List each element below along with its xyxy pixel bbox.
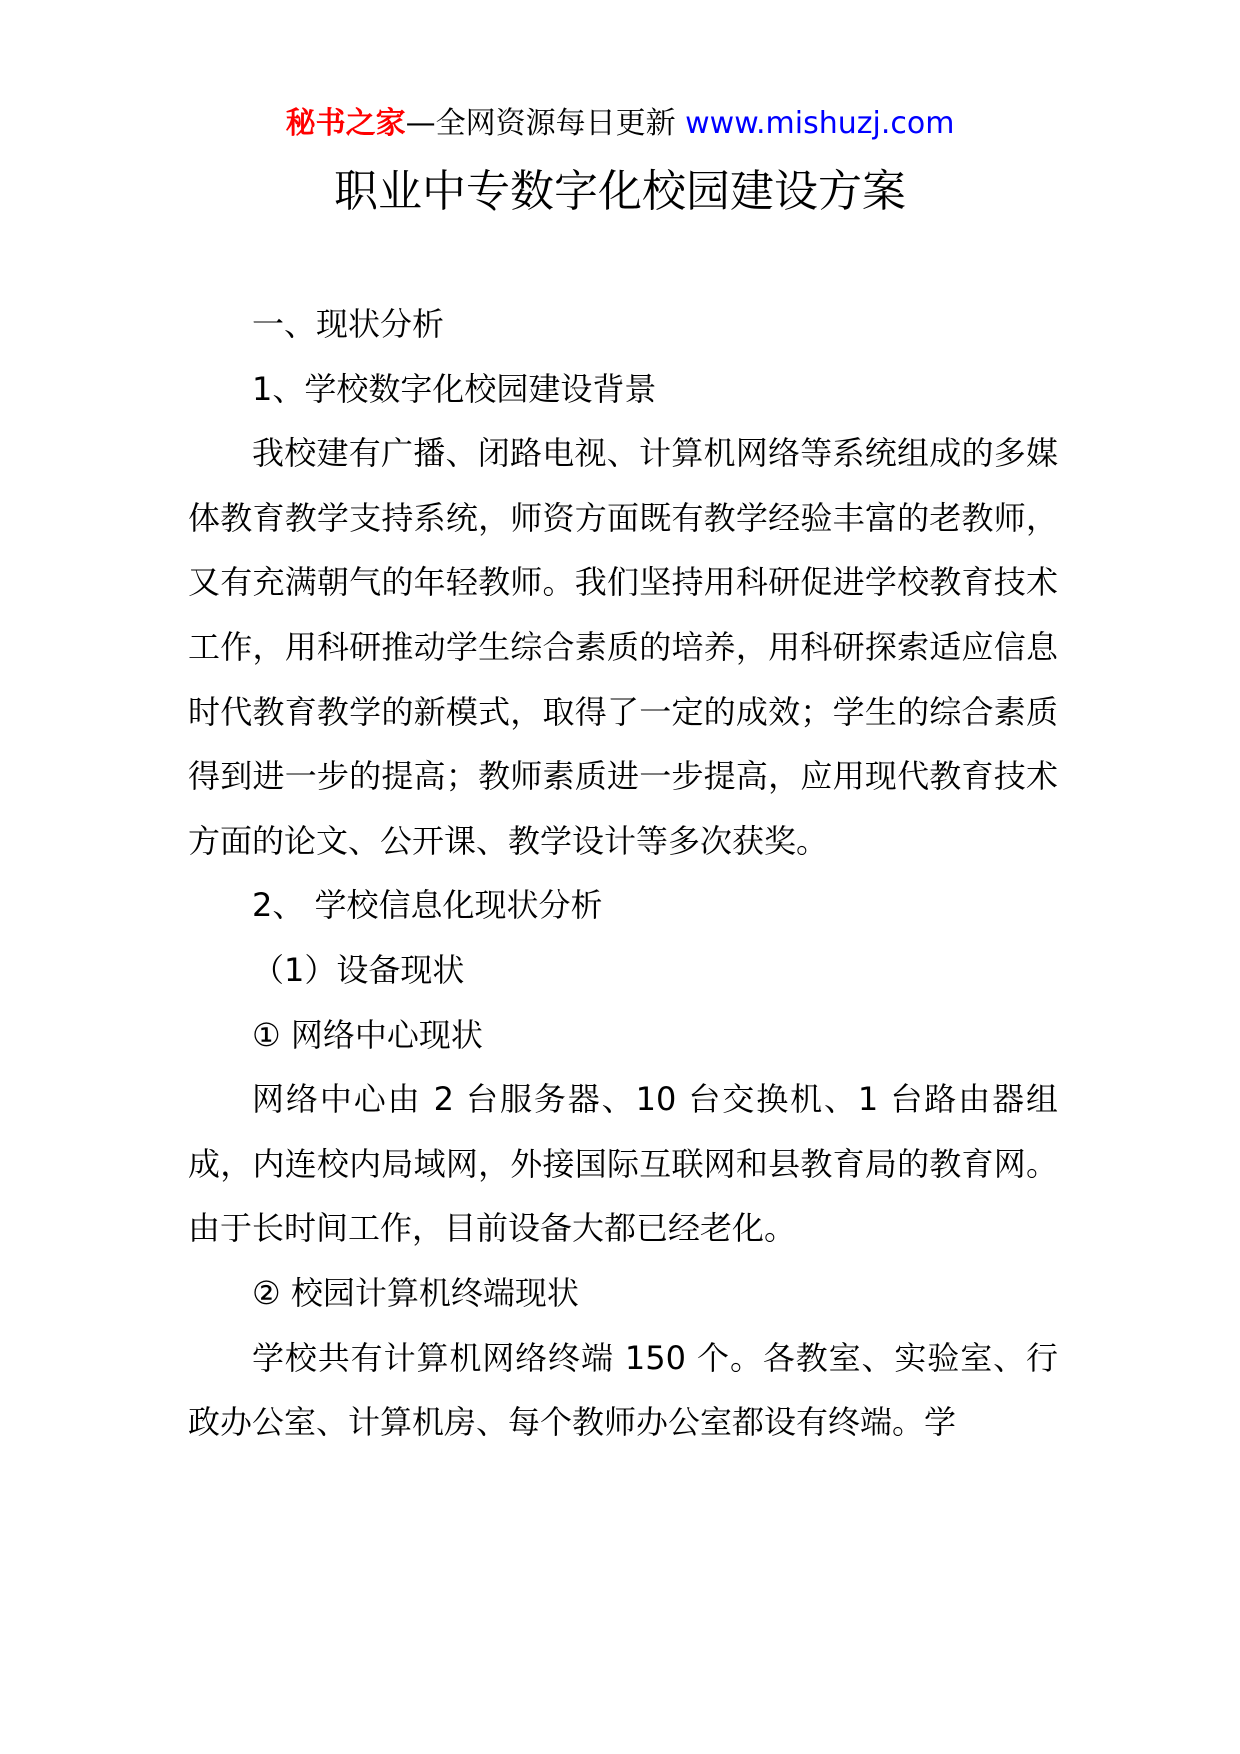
site-brand: 秘书之家 (285, 106, 406, 141)
subheading-background: 1、学校数字化校园建设背景 (252, 369, 657, 408)
subheading-network-center: ① 网络中心现状 (252, 1015, 483, 1054)
document-body (188, 292, 1058, 1455)
paragraph-terminals: 学校共有计算机网络终端 150 个。各教室、实验室、行政办公室、计算机房、每个教师办公室都设有终端。学 (188, 1338, 1058, 1442)
site-header (0, 102, 1240, 146)
document-title: 职业中专数字化校园建设方案 (334, 166, 906, 217)
paragraph-background: 我校建有广播、闭路电视、计算机网络等系统组成的多媒体教育教学支持系统，师资方面既有教学经验丰富的老教师，又有充满朝气的年轻教师。我们坚持用科研促进学校教育技术工作，用科研推动学生综合素质的培养，用科研探索适应信息时代教育教学的新模式，取得了一定的成效；学生的综合素质得到进一步的提高；教师素质进一步提高，应用现代教育技术方面的论文、公开课、教学设计等多次获奖。 (188, 434, 1058, 860)
paragraph-network-center: 网络中心由 2 台服务器、10 台交换机、1 台路由器组成，内连校内局域网，外接国际互联网和县教育局的教育网。由于长时间工作，目前设备大都已经老化。 (188, 1080, 1058, 1248)
site-tagline: —全网资源每日更新 (405, 106, 676, 141)
subheading-it-status: 2、 学校信息化现状分析 (252, 886, 603, 925)
subheading-terminals: ② 校园计算机终端现状 (252, 1273, 579, 1312)
section-heading-status-analysis: 一、现状分析 (252, 305, 445, 343)
subheading-equipment: （1）设备现状 (252, 950, 465, 989)
site-url-link[interactable]: www.mishuzj.com (685, 106, 955, 141)
